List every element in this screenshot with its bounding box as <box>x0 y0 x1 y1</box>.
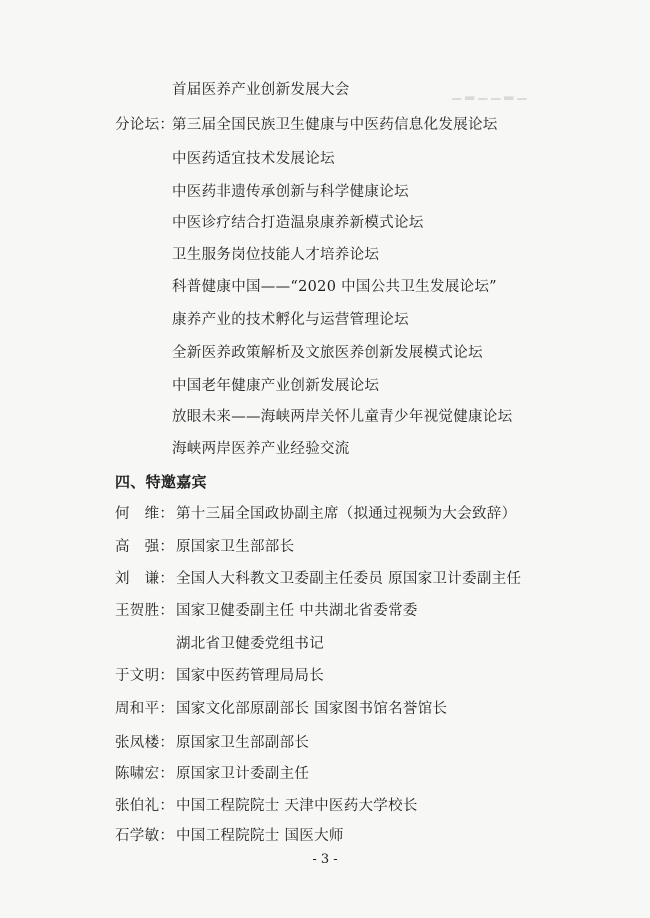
guest-title-continued: 湖北省卫健委党组书记 <box>176 636 324 652</box>
conference-title-line: 首届医养产业创新发展大会 <box>172 82 350 98</box>
guest-name: 何 维： <box>115 506 175 522</box>
forum-label: 分论坛： <box>115 117 175 133</box>
forum-item: 第三届全国民族卫生健康与中医药信息化发展论坛 <box>172 117 498 133</box>
guest-title: 国家文化部原副部长 国家图书馆名誉馆长 <box>176 701 448 717</box>
guest-name: 周和平： <box>115 701 175 717</box>
guest-title: 中国工程院院士 天津中医药大学校长 <box>176 798 418 814</box>
guest-title: 原国家卫生部部长 <box>176 539 295 555</box>
guest-name: 陈啸宏： <box>115 766 175 782</box>
page-number: - 3 - <box>312 852 338 867</box>
guest-name: 高 强： <box>115 539 175 555</box>
forum-item: 卫生服务岗位技能人才培养论坛 <box>172 247 380 263</box>
forum-item: 放眼未来——海峡两岸关怀儿童青少年视觉健康论坛 <box>172 409 513 425</box>
forum-item: 科普健康中国——“2020 中国公共卫生发展论坛” <box>172 279 497 295</box>
guest-title: 国家中医药管理局局长 <box>176 668 324 684</box>
forum-item: 中医药适宜技术发展论坛 <box>172 151 335 167</box>
guest-title: 原国家卫生部副部长 <box>176 735 310 751</box>
guest-title: 第十三届全国政协副主席（拟通过视频为大会致辞） <box>176 506 517 522</box>
bleed-through-artifact: ▁ ▂ ▁ ▁ ▂ ▁ <box>452 86 527 100</box>
forum-item: 全新医养政策解析及文旅医养创新发展模式论坛 <box>172 345 483 361</box>
section-heading: 四、特邀嘉宾 <box>115 473 207 491</box>
forum-item: 海峡两岸医养产业经验交流 <box>172 441 350 457</box>
forum-item: 中医药非遗传承创新与科学健康论坛 <box>172 184 409 200</box>
forum-item: 中医诊疗结合打造温泉康养新模式论坛 <box>172 215 424 231</box>
guest-name: 石学敏： <box>115 828 175 844</box>
guest-title: 中国工程院院士 国医大师 <box>176 828 344 844</box>
guest-name: 于文明： <box>115 668 175 684</box>
guest-name: 张凤楼： <box>115 735 175 751</box>
guest-name: 王贺胜： <box>115 603 175 619</box>
guest-title: 国家卫健委副主任 中共湖北省委常委 <box>176 603 418 619</box>
guest-name: 刘 谦： <box>115 571 175 587</box>
guest-title: 原国家卫计委副主任 <box>176 766 310 782</box>
guest-name: 张伯礼： <box>115 798 175 814</box>
forum-item: 中国老年健康产业创新发展论坛 <box>172 378 380 394</box>
guest-title: 全国人大科教文卫委副主任委员 原国家卫计委副主任 <box>176 571 522 587</box>
forum-item: 康养产业的技术孵化与运营管理论坛 <box>172 312 409 328</box>
